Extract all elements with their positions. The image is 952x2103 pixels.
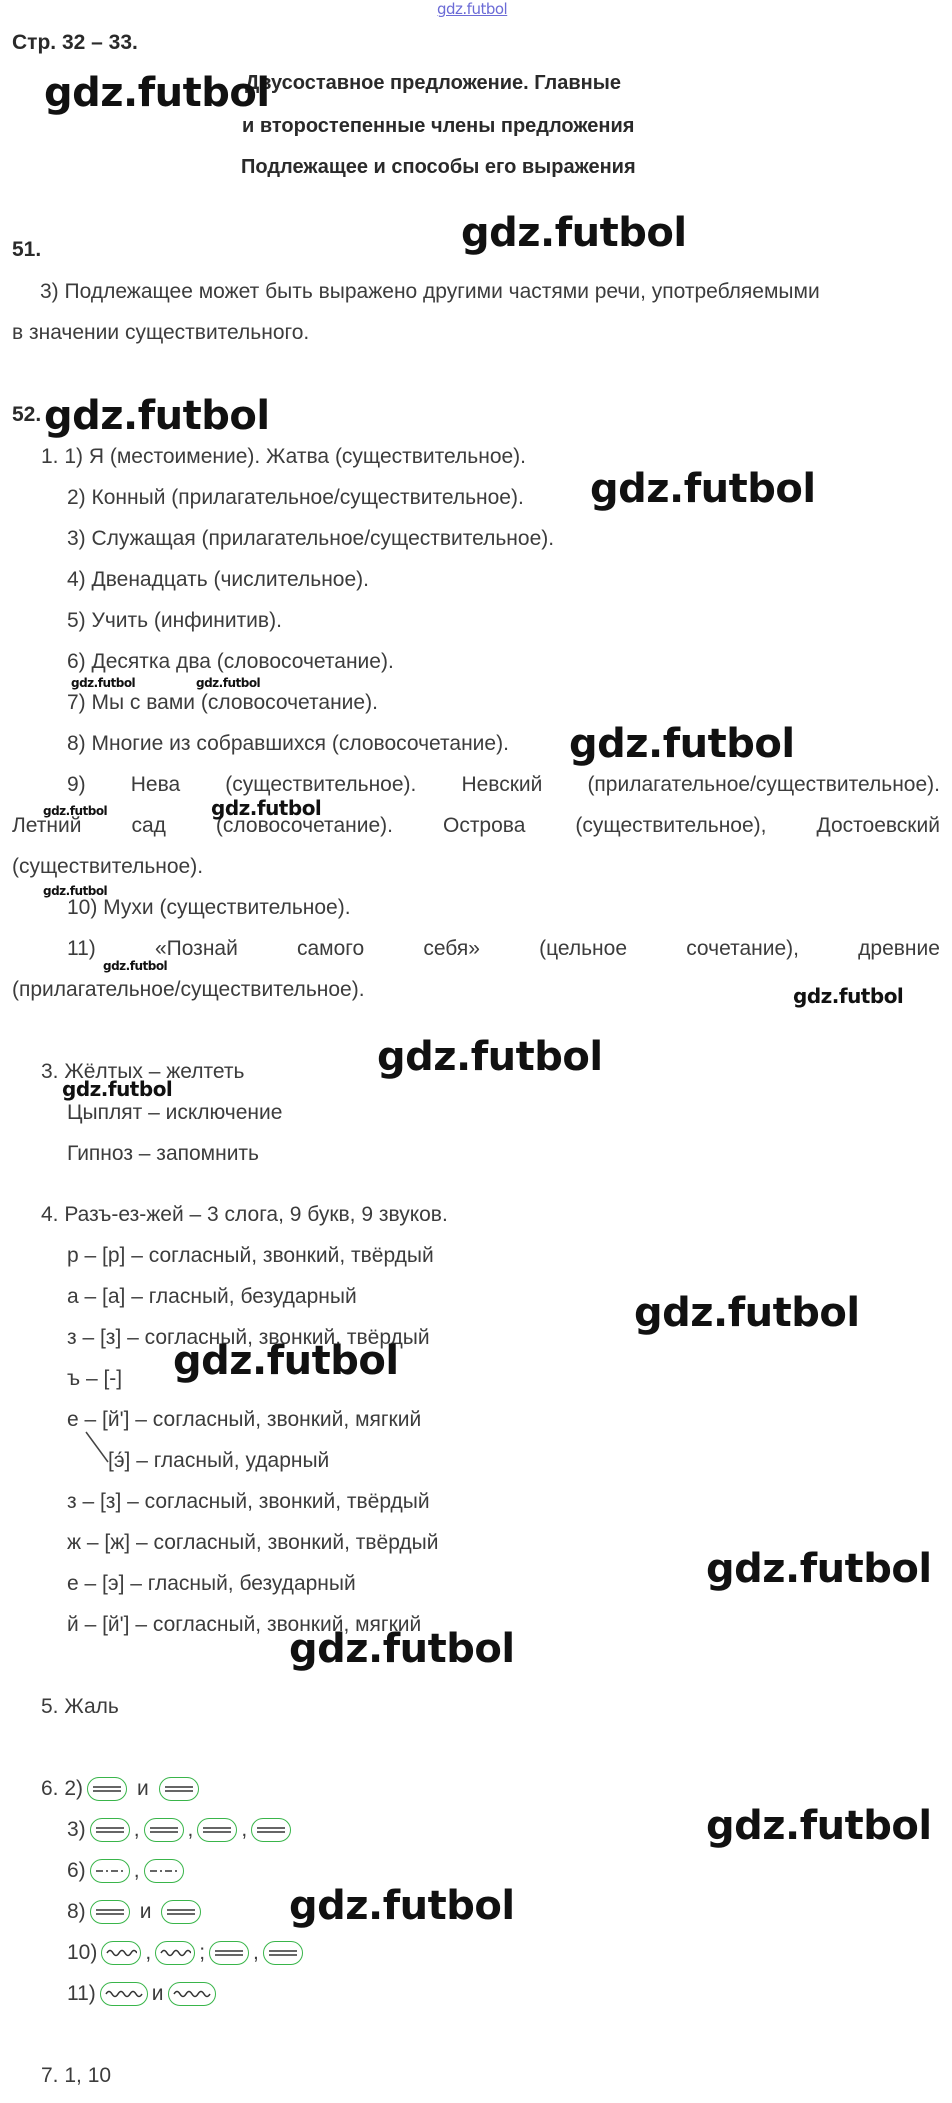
title-line-1: Двусоставное предложение. Главные — [245, 72, 621, 94]
answer-7: 7. 1, 10 — [41, 2064, 112, 2087]
answer-5: 5. Жаль — [41, 1695, 119, 1718]
answer-6-row-2 — [41, 1777, 199, 1801]
attribute-wavy-line-icon — [168, 1982, 216, 2006]
answer-1-6: 6) Десятка два (словосочетание). — [67, 650, 394, 673]
answer-6-row-10: 10) , ; , — [67, 1941, 303, 1965]
answer-6-row-6: 6) , — [67, 1859, 184, 1883]
watermark[interactable]: gdz.futbol — [44, 70, 270, 116]
watermark[interactable]: gdz.futbol — [289, 1883, 515, 1929]
answer-6-row-3: 3) , , , — [67, 1818, 291, 1842]
watermark[interactable]: gdz.futbol — [103, 959, 168, 973]
conjunction: и — [139, 1900, 152, 1923]
predicate-double-line-icon — [90, 1818, 130, 1842]
answer-1-8: 8) Многие из собравшихся (словосочетание). — [67, 732, 509, 755]
watermark[interactable]: gdz.futbol — [44, 393, 270, 439]
word: сад — [131, 814, 166, 837]
predicate-double-line-icon — [251, 1818, 291, 1842]
watermark[interactable]: gdz.futbol — [43, 804, 108, 818]
row-label: 3) — [67, 1818, 86, 1841]
watermark[interactable]: gdz.futbol — [43, 884, 108, 898]
watermark[interactable]: gdz.futbol — [71, 676, 136, 690]
answer-1-2: 2) Конный (прилагательное/существительное). — [67, 486, 524, 509]
row-label: 6. 2) — [41, 1777, 84, 1800]
title-line-2: и второстепенные члены предложения — [242, 115, 635, 137]
watermark[interactable]: gdz.futbol — [590, 466, 816, 512]
predicate-double-line-icon — [161, 1900, 201, 1924]
exercise-52-number: 52. — [12, 403, 42, 426]
watermark[interactable]: gdz.futbol — [173, 1338, 399, 1384]
row-label: 11) — [67, 1982, 96, 2005]
word: себя» — [423, 937, 480, 960]
phonetic-row: ж – [ж] – согласный, звонкий, твёрдый — [67, 1531, 439, 1554]
exercise-51-line-2: в значении существительного. — [12, 321, 310, 344]
answer-1-10: 10) Мухи (существительное). — [67, 896, 351, 919]
phonetic-row: ъ – [-] — [67, 1367, 123, 1390]
word: (существительное). — [225, 773, 417, 796]
answer-1-11-line-1 — [67, 937, 940, 961]
answer-6-row-8 — [67, 1900, 201, 1924]
answer-1-7: 7) Мы с вами (словосочетание). — [67, 691, 378, 714]
watermark[interactable]: gdz.futbol — [706, 1546, 932, 1592]
phonetic-row: а – [а] – гласный, безударный — [67, 1285, 357, 1308]
answer-1-9-line-3: (существительное). — [12, 855, 204, 878]
phonetic-row: з – [з] – согласный, звонкий, твёрдый — [67, 1490, 430, 1513]
adverbial-dash-dot-icon — [90, 1859, 130, 1883]
predicate-double-line-icon — [144, 1818, 184, 1842]
watermark[interactable]: gdz.futbol — [634, 1290, 860, 1336]
word: древние — [858, 937, 940, 960]
predicate-double-line-icon — [87, 1777, 127, 1801]
conjunction: и — [137, 1777, 149, 1800]
answer-6-row-11 — [67, 1982, 216, 2006]
attribute-wavy-line-icon — [100, 1982, 148, 2006]
word: (словосочетание). — [215, 814, 393, 837]
watermark[interactable]: gdz.futbol — [62, 1077, 173, 1101]
word: 9) — [67, 773, 86, 796]
adverbial-dash-dot-icon — [144, 1859, 184, 1883]
word: Летний — [12, 814, 82, 837]
watermark[interactable]: gdz.futbol — [706, 1803, 932, 1849]
phonetic-row: [э́] – гласный, ударный — [108, 1449, 330, 1472]
answer-1-5: 5) Учить (инфинитив). — [67, 609, 282, 632]
row-label: 10) — [67, 1941, 98, 1964]
answer-4-title: 4. Разъ-ез-жей – 3 слога, 9 букв, 9 звуков. — [41, 1203, 448, 1226]
predicate-double-line-icon — [90, 1900, 130, 1924]
phonetic-row: й – [й'] – согласный, звонкий, мягкий — [67, 1613, 422, 1636]
answer-1-11-line-2: (прилагательное/существительное). — [12, 978, 365, 1001]
word: Достоевский — [816, 814, 940, 837]
exercise-51-line-1: 3) Подлежащее может быть выражено другими частями речи, употребляемыми — [40, 280, 820, 303]
exercise-51-number: 51. — [12, 238, 42, 261]
title-line-3: Подлежащее и способы его выражения — [241, 156, 636, 178]
watermark[interactable]: gdz.futbol — [196, 676, 261, 690]
word: 11) — [67, 937, 96, 960]
word: самого — [297, 937, 365, 960]
word: Нева — [130, 773, 181, 796]
watermark[interactable]: gdz.futbol — [289, 1626, 515, 1672]
word: «Познай — [154, 937, 238, 960]
answer-3-line-3: Гипноз – запомнить — [67, 1142, 259, 1165]
watermark[interactable]: gdz.futbol — [793, 984, 904, 1008]
attribute-wavy-line-icon — [155, 1941, 195, 1965]
phonetic-row: з – [з] – согласный, звонкий, твёрдый — [67, 1326, 430, 1349]
answer-1-4: 4) Двенадцать (числительное). — [67, 568, 369, 591]
watermark[interactable]: gdz.futbol — [377, 1034, 603, 1080]
word: сочетание), — [686, 937, 799, 960]
answer-1-1: 1. 1) Я (местоимение). Жатва (существительное). — [41, 445, 526, 468]
word: Невский — [461, 773, 543, 796]
page-reference: Стр. 32 – 33. — [12, 31, 138, 54]
answer-3-line-2: Цыплят – исключение — [67, 1101, 283, 1124]
answer-1-9-line-1 — [67, 773, 940, 797]
phonetic-row: е – [э] – гласный, безударный — [67, 1572, 356, 1595]
watermark-top[interactable]: gdz.futbol — [437, 0, 508, 18]
answer-1-3: 3) Служащая (прилагательное/существительное). — [67, 527, 555, 550]
answer-3-line-1: 3. Жёлтых – желтеть — [41, 1060, 245, 1083]
predicate-double-line-icon — [209, 1941, 249, 1965]
watermark[interactable]: gdz.futbol — [461, 210, 687, 256]
phonetic-row: е – [й'] – согласный, звонкий, мягкий — [67, 1408, 422, 1431]
phonetic-row: р – [р] – согласный, звонкий, твёрдый — [67, 1244, 434, 1267]
word: (цельное — [539, 937, 628, 960]
predicate-double-line-icon — [263, 1941, 303, 1965]
word: (прилагательное/существительное). — [587, 773, 940, 796]
row-label: 6) — [67, 1859, 86, 1882]
word: Острова — [442, 814, 526, 837]
watermark[interactable]: gdz.futbol — [569, 721, 795, 767]
word: (существительное), — [575, 814, 767, 837]
answer-1-9-line-2 — [12, 814, 940, 838]
row-label: 8) — [67, 1900, 86, 1923]
conjunction: и — [151, 1982, 164, 2005]
watermark[interactable]: gdz.futbol — [211, 796, 322, 820]
predicate-double-line-icon — [197, 1818, 237, 1842]
predicate-double-line-icon — [159, 1777, 199, 1801]
attribute-wavy-line-icon — [101, 1941, 141, 1965]
